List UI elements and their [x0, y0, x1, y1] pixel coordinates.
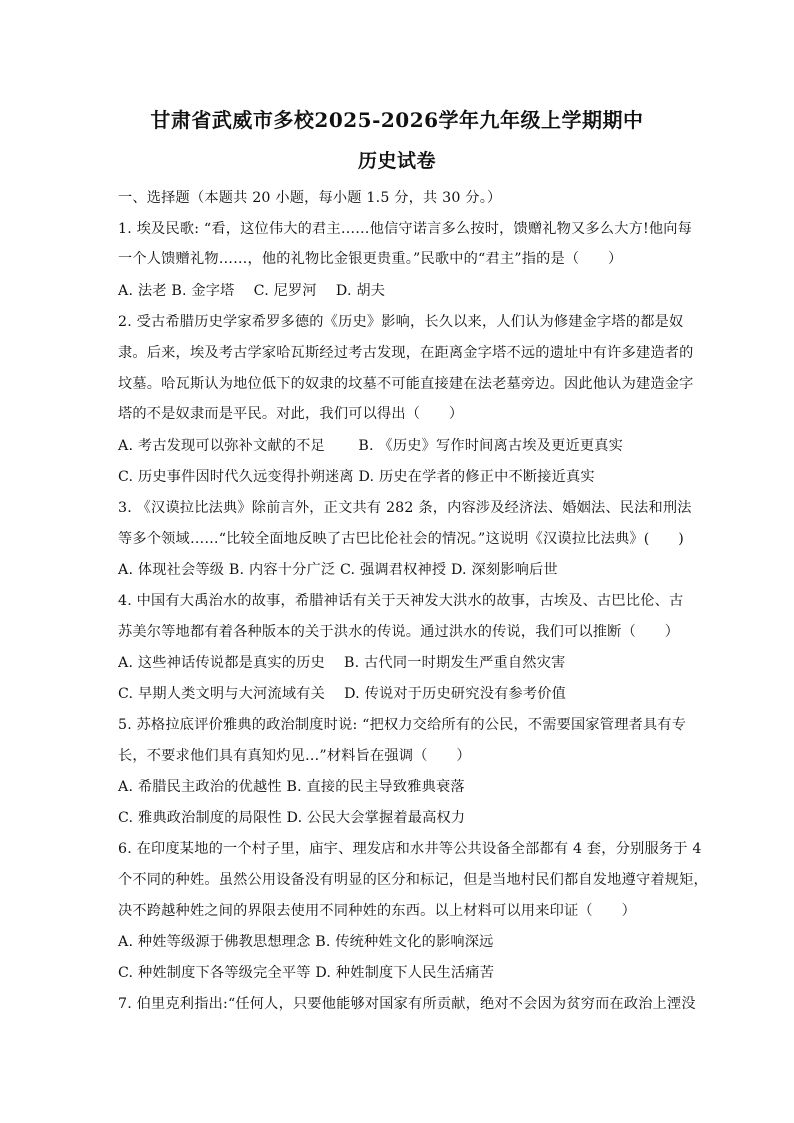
- option-line: A. 法老 B. 金字塔 C. 尼罗河 D. 胡夫: [118, 283, 386, 299]
- page-subtitle: 历史试卷: [357, 150, 436, 172]
- option-line: A. 体现社会等级 B. 内容十分广泛 C. 强调君权神授 D. 深刻影响后世: [118, 562, 558, 578]
- option-line: C. 种姓制度下各等级完全平等 D. 种姓制度下人民生活痛苦: [118, 965, 495, 981]
- question-line: 苏美尔等地都有着各种版本的关于洪水的传说。通过洪水的传说，我们可以推断（ ）: [118, 624, 680, 640]
- question-line: 7. 伯里克利指出:“任何人，只要他能够对国家有所贡献，绝对不会因为贫穷而在政治上湮没: [118, 996, 696, 1012]
- question-line: 6. 在印度某地的一个村子里，庙宇、理发店和水井等公共设备全部都有 4 套，分别服务于 4: [118, 841, 702, 857]
- option-line: C. 雅典政治制度的局限性 D. 公民大会掌握着最高权力: [118, 810, 466, 826]
- question-line: 塔的不是奴隶而是平民。对此，我们可以得出（ ）: [118, 406, 464, 422]
- question-line: 1. 埃及民歌: “看，这位伟大的君主……他信守诺言多么按时，馈赠礼物又多么大方!他向每: [118, 221, 693, 237]
- option-line: A. 这些神话传说都是真实的历史 B. 古代同一时期发生严重自然灾害: [118, 655, 566, 671]
- question-line: 5. 苏格拉底评价雅典的政治制度时说: “把权力交给所有的公民，不需要国家管理者具有专: [118, 717, 687, 733]
- option-line: A. 希腊民主政治的优越性 B. 直接的民主导致雅典衰落: [118, 779, 465, 795]
- option-line: C. 早期人类文明与大河流域有关 D. 传说对于历史研究没有参考价值: [118, 686, 567, 702]
- question-line: 等多个领域……“比较全面地反映了古巴比伦社会的情况。”这说明《汉谟拉比法典》( ): [118, 531, 685, 547]
- option-line: A. 考古发现可以弥补文献的不足 B. 《历史》写作时间离古埃及更近更真实: [118, 438, 624, 454]
- question-line: 个不同的种姓。虽然公用设备没有明显的区分和标记，但是当地村民们都自发地遵守着规矩，: [118, 872, 708, 888]
- question-line: 3. 《汉谟拉比法典》除前言外，正文共有 282 条，内容涉及经济法、婚姻法、民法和刑法: [118, 500, 692, 516]
- question-line: 4. 中国有大禹治水的故事，希腊神话有关于天神发大洪水的故事，古埃及、古巴比伦、古: [118, 593, 684, 609]
- option-line: C. 历史事件因时代久远变得扑朔迷离 D. 历史在学者的修正中不断接近真实: [118, 469, 595, 485]
- question-line: 2. 受古希腊历史学家希罗多德的《历史》影响，长久以来，人们认为修建金字塔的都是奴: [118, 314, 684, 330]
- page-title: 甘肃省武威市多校2025-2026学年九年级上学期期中: [150, 108, 644, 132]
- question-line: 一个人馈赠礼物……，他的礼物比金银更贵重。”民歌中的“君主”指的是（ ）: [118, 251, 623, 267]
- option-line: A. 种姓等级源于佛教思想理念 B. 传统种姓文化的影响深远: [118, 934, 494, 950]
- question-line: 决不跨越种姓之间的界限去使用不同种姓的东西。以上材料可以用来印证（ ）: [118, 903, 636, 919]
- question-line: 长，不要求他们具有真知灼见…”材料旨在强调（ ）: [118, 748, 471, 764]
- section-heading: 一、选择题（本题共 20 小题，每小题 1.5 分，共 30 分。）: [118, 190, 502, 206]
- question-line: 坟墓。哈瓦斯认为地位低下的奴隶的坟墓不可能直接建在法老墓旁边。因此他认为建造金字: [118, 376, 694, 392]
- question-line: 隶。后来，埃及考古学家哈瓦斯经过考古发现，在距离金字塔不远的遗址中有许多建造者的: [118, 345, 694, 361]
